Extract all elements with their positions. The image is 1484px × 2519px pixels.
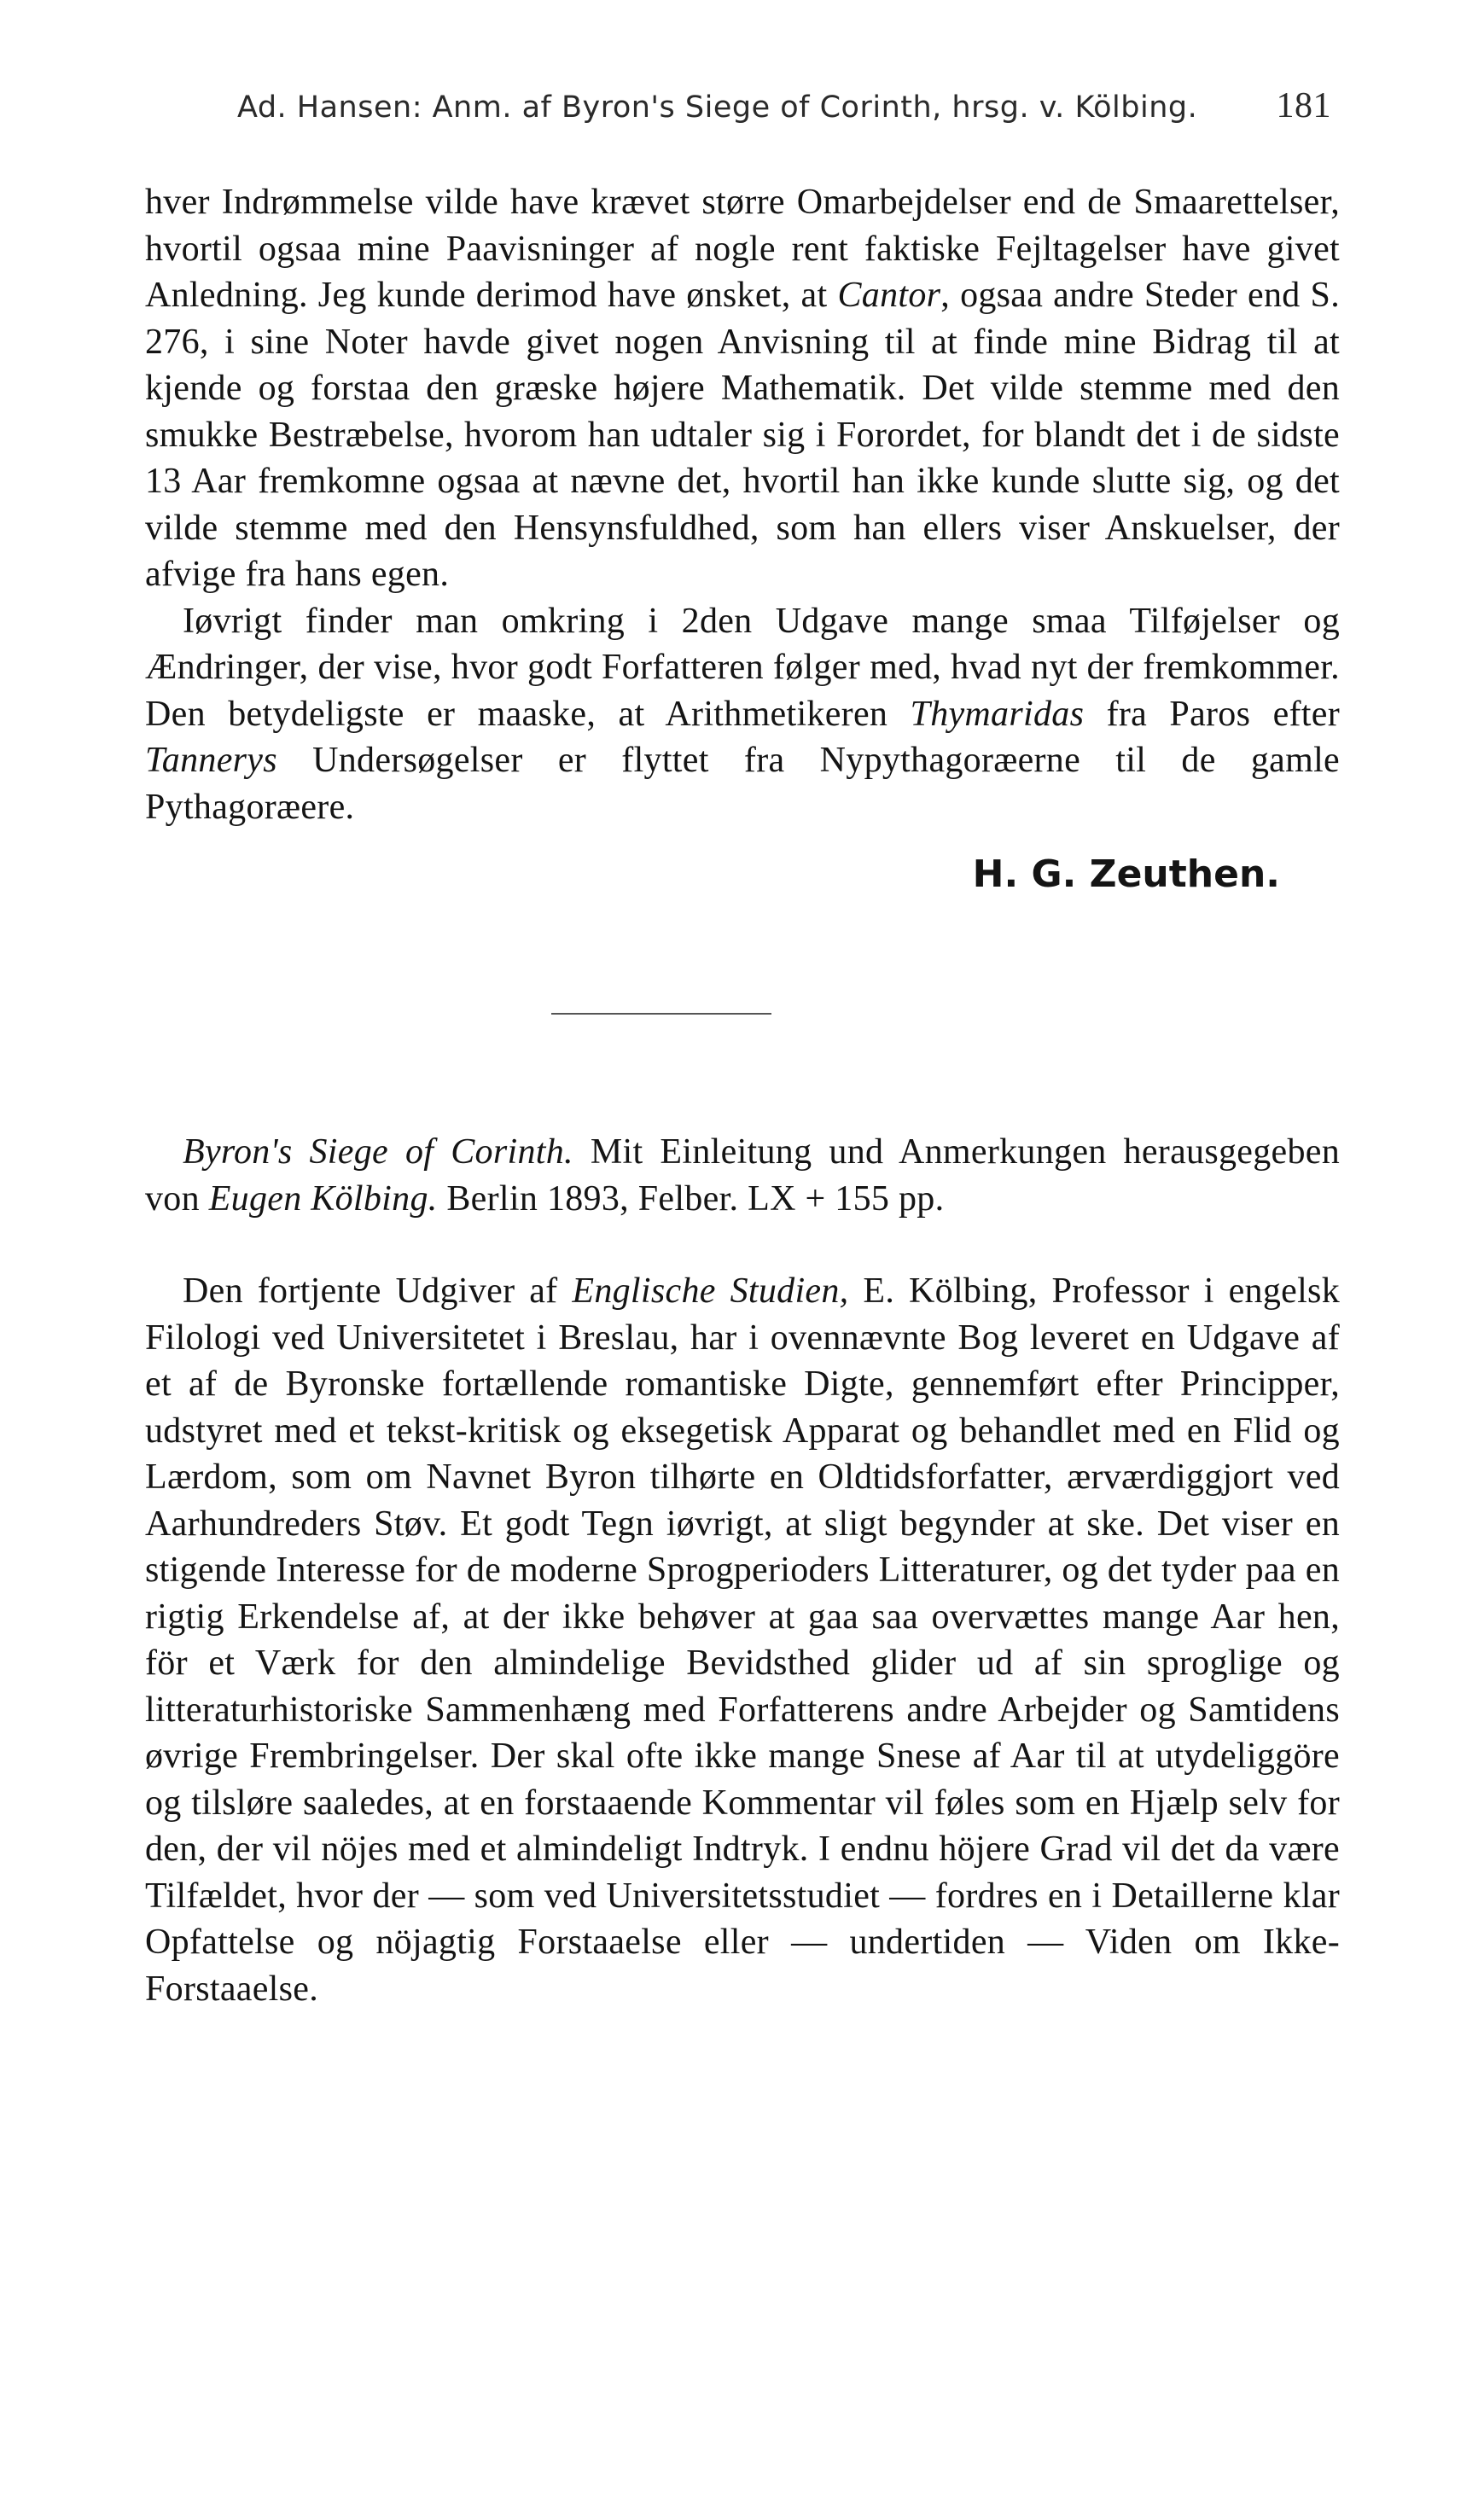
review-2-heading — [145, 1129, 1340, 1222]
book-title: Byron's Siege of Corinth. — [183, 1132, 573, 1172]
text-run: Undersøgelser er flyttet fra Nypythagoræerne til de gamle Pythagoræere. — [145, 741, 1340, 827]
review-1-paragraph-1 — [145, 179, 1340, 598]
section-divider — [551, 1013, 771, 1015]
running-head — [145, 85, 1340, 133]
text-run: Iøvrigt finder man omkring i 2den Udgave mange smaa Tilføjelser og Ændringer, der vise, hvor godt Forfatteren følger med, hvad nyt der fremkommer. Den betydeligste er maaske, at Arithmetikeren — [145, 601, 1340, 734]
signature: H. G. Zeuthen. — [972, 852, 1280, 896]
review-1-paragraph-2 — [145, 598, 1340, 831]
text-run: Mit Einleitung und Anmerkungen herausgegeben von — [145, 1132, 1340, 1219]
name-thymaridas: Thymaridas — [910, 694, 1085, 734]
review-2-body — [145, 1268, 1340, 2012]
text-run: hver Indrømmelse vilde have krævet større Omarbejdelser end de Smaarettelser, hvortil ogsaa mine Paavisninger af nogle rent faktiske Fejltagelser have givet Anledning. Jeg kunde derimod have ønsket, at — [145, 183, 1340, 315]
page — [145, 85, 1340, 2012]
text-run: , ogsaa andre Steder end S. 276, i sine Noter havde givet nogen Anvisning til at finde mine Bidrag til at kjende og forstaa den græske højere Mathematik. Det vilde stemme med den smukke Bestræbelse, hvorom han udtaler sig i Forordet, for blandt det i de sidste 13 Aar fremkomne ogsaa at nævne det, hvortil han ikke kunde slutte sig, og det vilde stemme med den Hensynsfuldhed, som han ellers viser Anskuelser, der afvige fra hans egen. — [145, 276, 1340, 594]
text-run: fra Paros efter — [1084, 694, 1340, 734]
page-number: 181 — [1276, 86, 1331, 125]
author-name-cantor: Cantor — [837, 276, 941, 315]
editor-name: Eugen Kölbing. — [208, 1178, 438, 1219]
text-run: E. Kölbing, Professor i engelsk Filologi ved Universitetet i Breslau, har i ovennævnte Bog leveret en Udgave af et af de Byronske fortællende romantiske Digte, gennemført efter Principper, udstyret med et tekst-kritisk og eksegetisk Apparat og behandlet med en Flid og Lærdom, som om Navnet Byron tilhørte en Oldtidsforfatter, ærværdiggjort ved Aarhundreders Støv. Et godt Tegn iøvrigt, at sligt begynder at ske. Det viser en stigende Interesse for de moderne Sprogperioders Litteraturer, og det tyder paa en rigtig Erkendelse af, at der ikke behøver at gaa saa overvættes mange Aar hen, för et Værk for den almindelige Bevidsthed glider ud af sin sproglige og litteraturhistoriske Sammenhæng med Forfatterens andre Arbejder og Samtidens øvrige Frembringelser. Der skal ofte ikke mange Snese af Aar til at utydeliggöre og tilsløre saaledes, at en forstaaende Kommentar vil føles som en Hjælp selv for den, der vil nöjes med et almindeligt Indtryk. I endnu höjere Grad vil det da være Tilfældet, hvor der — som ved Universitetsstudiet — fordres en i Detaillerne klar Opfattelse og nöjagtig Forstaaelse eller — undertiden — Viden om Ikke-Forstaaelse. — [145, 1271, 1340, 2009]
journal-title: Englische Studien, — [572, 1271, 849, 1311]
text-run: Den fortjente Udgiver af — [183, 1271, 573, 1311]
text-run: Berlin 1893, Felber. LX + 155 pp. — [437, 1178, 945, 1219]
name-tannerys: Tannerys — [145, 741, 277, 780]
running-head-title: Ad. Hansen: Anm. af Byron's Siege of Corinth, hrsg. v. Kölbing. — [237, 90, 1198, 125]
